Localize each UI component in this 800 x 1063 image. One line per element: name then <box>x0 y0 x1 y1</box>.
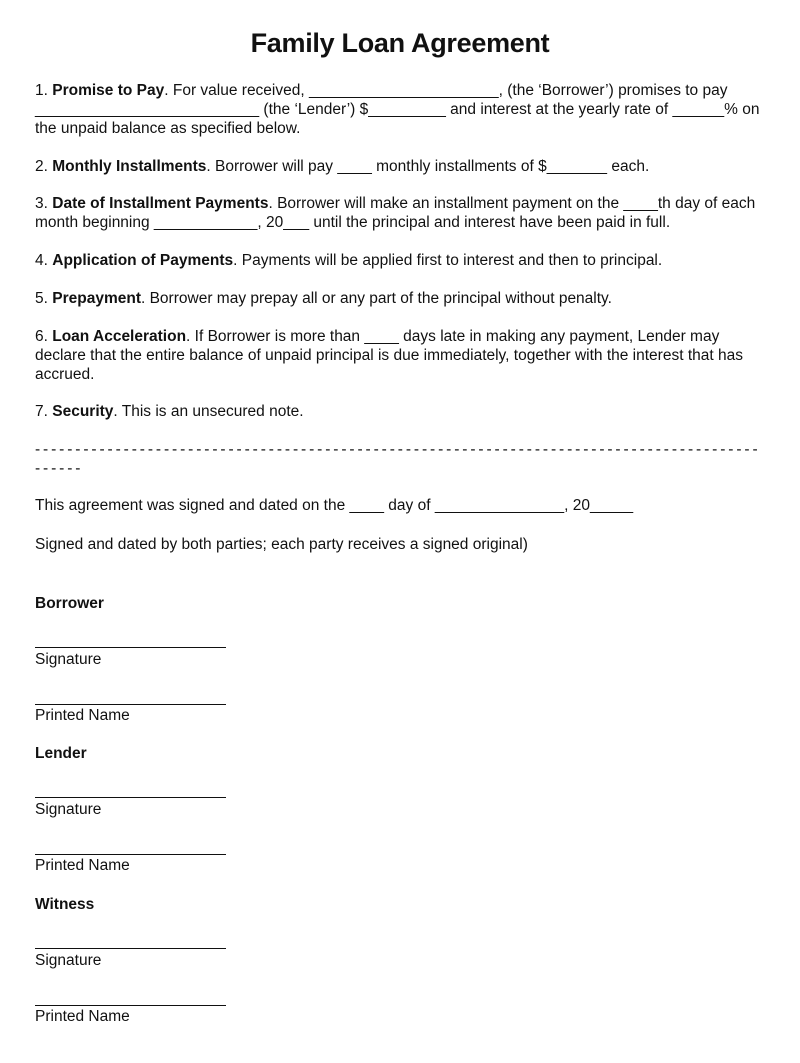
clause-text: . Borrower will pay ____ monthly installments of $_______ each. <box>206 158 650 175</box>
lender-signature-line[interactable] <box>35 797 226 798</box>
clause-loan-acceleration <box>35 327 765 384</box>
clause-heading: Application of Payments <box>52 252 234 269</box>
clause-monthly-installments <box>35 157 765 176</box>
clause-number: 6. <box>35 328 48 345</box>
borrower-label: Borrower <box>35 595 104 612</box>
clause-number: 7. <box>35 403 48 420</box>
clause-number: 4. <box>35 252 48 269</box>
dashed-divider: ------------------------------------------------------------------------------------------ <box>35 441 761 458</box>
witness-printed-name-caption: Printed Name <box>35 1008 130 1025</box>
clause-text: . If Borrower is more than ____ days late in making any payment, Lender may declare that the entire balance of unpaid principal is due immediately, together with the interest that has accrued. <box>35 328 743 383</box>
clause-heading: Security <box>52 403 114 420</box>
clause-number: 2. <box>35 158 48 175</box>
clause-number: 3. <box>35 195 48 212</box>
clause-heading: Loan Acceleration <box>52 328 187 345</box>
borrower-printed-name-caption: Printed Name <box>35 707 130 724</box>
witness-printed-name-line[interactable] <box>35 1005 226 1006</box>
clause-text: __________________________ (the ‘Lender’) $_________ and interest at the yearly rate of ______% <box>35 101 743 118</box>
lender-printed-name-line[interactable] <box>35 854 226 855</box>
witness-signature-caption: Signature <box>35 952 102 969</box>
clause-number: 1. <box>35 82 48 99</box>
clause-heading: Date of Installment Payments <box>52 195 269 212</box>
witness-label: Witness <box>35 896 95 913</box>
clause-text: . For value received, ______________________, (the ‘Borrower’) promises to pay <box>164 82 728 99</box>
signed-date-line: This agreement was signed and dated on the ____ day of _______________, 20_____ <box>35 497 634 514</box>
clause-promise-to-pay <box>35 81 765 138</box>
clause-heading: Monthly Installments <box>52 158 207 175</box>
clause-text: . Borrower will make an installment payment on the ____th day of each month beginning ____________, 20___ until the principal and interest have been paid in full. <box>35 195 756 231</box>
parties-note: Signed and dated by both parties; each party receives a signed original) <box>35 536 528 553</box>
clause-text: . This is an unsecured note. <box>113 403 304 420</box>
lender-signature-caption: Signature <box>35 801 102 818</box>
clause-text: . Payments will be applied first to interest and then to principal. <box>233 252 663 269</box>
clause-prepayment <box>35 289 765 308</box>
clause-text: . Borrower may prepay all or any part of the principal without penalty. <box>140 290 612 307</box>
clause-number: 5. <box>35 290 48 307</box>
dashed-divider-continuation: ------ <box>35 460 84 477</box>
lender-printed-name-caption: Printed Name <box>35 857 130 874</box>
clause-date-of-installment-payments <box>35 194 765 232</box>
clause-application-of-payments <box>35 251 765 270</box>
page-title: Family Loan Agreement <box>250 28 550 58</box>
lender-label: Lender <box>35 745 87 762</box>
borrower-printed-name-line[interactable] <box>35 704 226 705</box>
borrower-signature-line[interactable] <box>35 647 226 648</box>
clause-heading: Promise to Pay <box>52 82 165 99</box>
clause-heading: Prepayment <box>52 290 141 307</box>
borrower-signature-caption: Signature <box>35 651 102 668</box>
clause-security <box>35 402 765 421</box>
witness-signature-line[interactable] <box>35 948 226 949</box>
clause-text: on the unpaid balance as specified below. <box>35 101 760 137</box>
